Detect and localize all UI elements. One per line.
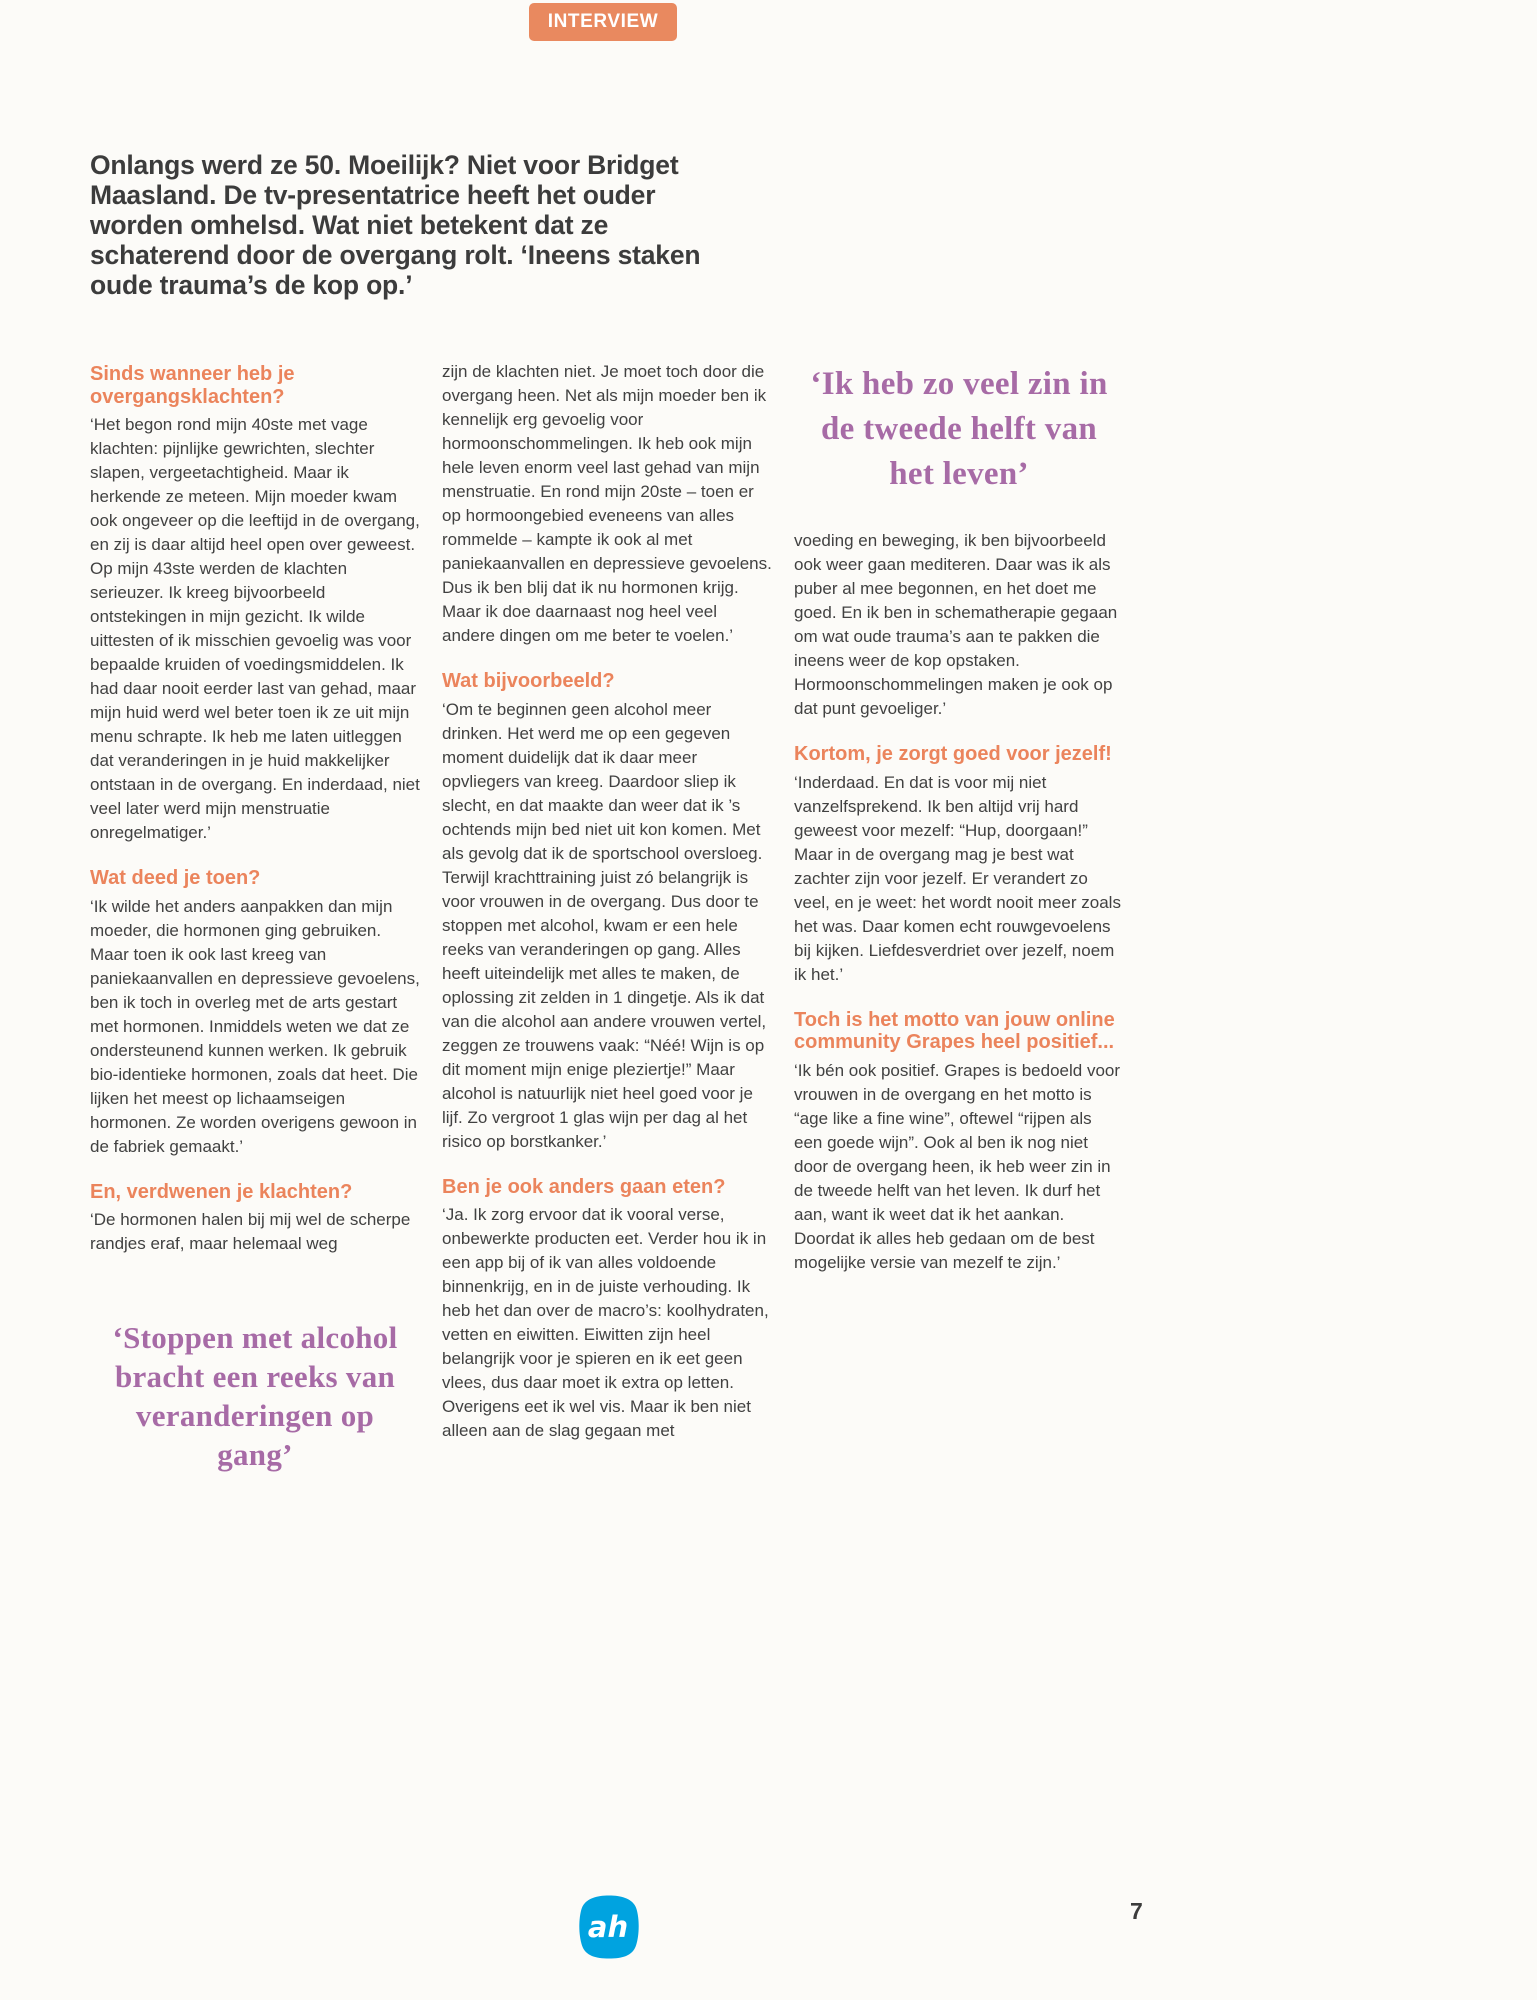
section-heading: Wat bijvoorbeeld?: [442, 670, 615, 692]
body-paragraph: ‘De hormonen halen bij mij wel de scherpe randjes eraf, maar helemaal weg: [90, 1210, 411, 1253]
body-paragraph: ‘Inderdaad. En dat is voor mij niet vanzelfsprekend. Ik ben altijd vrij hard geweest voor mezelf: “Hup, doorgaan!” Maar in de overgang mag je best wat zachter zijn voor jezelf. Er verandert zo veel, en je weet: het wordt nooit meer zoals het was. Daar komen echt rouwgevoelens bij kijken. Liefdesverdriet over jezelf, noem ik het.’: [794, 772, 1121, 984]
section-heading: Sinds wanneer heb je overgangsklachten?: [90, 363, 295, 408]
ah-logo-letters: ah: [587, 1910, 629, 1944]
column-1: [90, 360, 420, 1474]
column-3: [794, 360, 1124, 1474]
article-columns: [90, 360, 1125, 1474]
ah-logo-shape: [577, 1894, 641, 1960]
section-heading: En, verdwenen je klachten?: [90, 1180, 353, 1203]
body-paragraph: ‘Ja. Ik zorg ervoor dat ik vooral verse, onbewerkte producten eet. Verder hou ik in een app bij of ik van alles voldoende binnenkrijg, en in de juiste verhouding. Ik heb het dan over de macro’s: koolhydraten, vetten en eiwitten. Eiwitten zijn heel belangrijk voor je spieren en ik eet geen vlees, dus daar moet ik extra op letten. Overigens eet ik wel vis. Maar ik ben niet alleen aan de slag gegaan met: [442, 1205, 769, 1440]
pull-quote: ‘Stoppen met alcohol bracht een reeks van veranderingen op gang’: [112, 1320, 398, 1472]
interview-badge: INTERVIEW: [529, 3, 677, 41]
body-paragraph: ‘Om te beginnen geen alcohol meer drinken. Het werd me op een gegeven moment duidelijk dat ik daar meer opvliegers van kreeg. Daardoor sliep ik slecht, en dat maakte dan weer dat ik ’s ochtends mijn bed niet uit kon komen. Met als gevolg dat ik de sportschool oversloeg. Terwijl krachttraining juist zó belangrijk is voor vrouwen in de overgang. Dus door te stoppen met alcohol, kwam er een hele reeks van veranderingen op gang. Alles heeft uiteindelijk met alles te maken, de oplossing zit zelden in 1 dingetje. Als ik dat van die alcohol aan andere vrouwen vertel, zeggen ze trouwens vaak: “Néé! Wijn is op dit moment mijn enige pleziertje!” Maar alcohol is natuurlijk niet heel goed voor je lijf. Zo vergroot 1 glas wijn per dag al het risico op borstkanker.’: [442, 699, 767, 1151]
column-2: [442, 360, 772, 1474]
section-heading: Toch is het motto van jouw online community Grapes heel positief...: [794, 1008, 1115, 1053]
intro-text: Onlangs werd ze 50. Moeilijk? Niet voor Bridget Maasland. De tv-presentatrice heeft het ouder worden omhelsd. Wat niet betekent dat ze schaterend door de overgang rolt. ‘Ineens staken oude trauma’s de kop op.’: [90, 150, 701, 300]
ah-logo: [577, 1894, 641, 1965]
body-paragraph: ‘Het begon rond mijn 40ste met vage klachten: pijnlijke gewrichten, slechter slapen, vergeetachtigheid. Maar ik herkende ze meteen. Mijn moeder kwam ook ongeveer op die leeftijd in de overgang, en zij is daar altijd heel open over geweest. Op mijn 43ste werden de klachten serieuzer. Ik kreeg bijvoorbeeld ontstekingen in mijn gezicht. Ik wilde uittesten of ik misschien gevoelig was voor bepaalde kruiden of voedingsmiddelen. Ik had daar nooit eerder last van gehad, maar mijn huid werd wel beter toen ik ze uit mijn menu schrapte. Ik heb me laten uitleggen dat veranderingen in je huid makkelijker ontstaan in de overgang. En inderdaad, niet veel later werd mijn menstruatie onregelmatiger.’: [90, 415, 420, 842]
body-paragraph: ‘Ik bén ook positief. Grapes is bedoeld voor vrouwen in de overgang en het motto is “age like a fine wine”, oftewel “rijpen als een goede wijn”. Ook al ben ik nog niet door de overgang heen, ik heb weer zin in de tweede helft van het leven. Ik durf het aan, want ik weet dat ik het aankan. Doordat ik alles heb gedaan om de best mogelijke versie van mezelf te zijn.’: [794, 1060, 1121, 1272]
pull-quote: ‘Ik heb zo veel zin in de tweede helft van het leven’: [810, 366, 1108, 492]
section-heading: Kortom, je zorgt goed voor jezelf!: [794, 743, 1112, 765]
page-number: 7: [1130, 1898, 1143, 1924]
body-paragraph: voeding en beweging, ik ben bijvoorbeeld ook weer gaan mediteren. Daar was ik als puber al mee begonnen, en het doet me goed. En ik ben in schematherapie gegaan om wat oude trauma’s aan te pakken die ineens weer de kop opstaken. Hormoonschommelingen maken je ook op dat punt gevoeliger.’: [794, 531, 1118, 718]
section-heading: Wat deed je toen?: [90, 867, 261, 889]
section-heading: Ben je ook anders gaan eten?: [442, 1175, 726, 1198]
body-paragraph: zijn de klachten niet. Je moet toch door die overgang heen. Net als mijn moeder ben ik kennelijk erg gevoelig voor hormoonschommelingen. Ik heb ook mijn hele leven enorm veel last gehad van mijn menstruatie. En rond mijn 20ste – toen er op hormoongebied eveneens van alles rommelde – kampte ik ook al met paniekaanvallen en depressieve gevoelens. Dus ik ben blij dat ik nu hormonen krijg. Maar ik doe daarnaast nog heel veel andere dingen om me beter te voelen.’: [442, 362, 772, 645]
body-paragraph: ‘Ik wilde het anders aanpakken dan mijn moeder, die hormonen ging gebruiken. Maar toen ik ook last kreeg van paniekaanvallen en depressieve gevoelens, ben ik toch in overleg met de arts gestart met hormonen. Inmiddels weten we dat ze ondersteunend kunnen werken. Ik gebruik bio-identieke hormonen, zoals dat heet. Die lijken het meest op lichaamseigen hormonen. Ze worden overigens gewoon in de fabriek gemaakt.’: [90, 896, 420, 1156]
